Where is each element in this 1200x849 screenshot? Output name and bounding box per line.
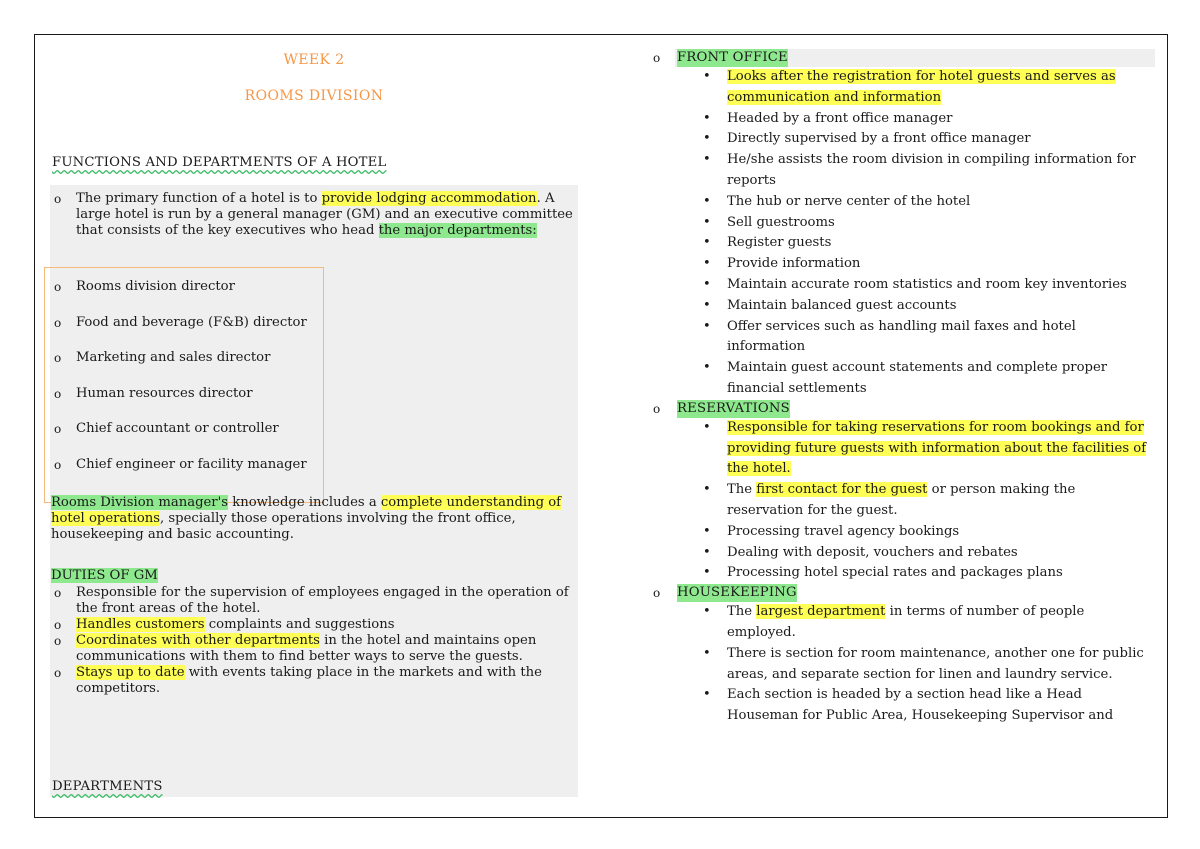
list-item: • He/she assists the room division in compiling information for reports xyxy=(703,150,1153,192)
list-item: • Each section is headed by a section head like a Head Houseman for Public Area, Housekeeping Supervisor and xyxy=(703,685,1153,727)
circle-bullet-icon: o xyxy=(653,401,661,416)
highlight-yellow: complete understanding of hotel operations xyxy=(51,495,562,526)
bullet-dot-icon: • xyxy=(703,69,711,84)
list-item: o Handles customers complaints and suggestions xyxy=(54,617,395,632)
bullet-dot-icon: • xyxy=(703,131,711,147)
list-item: o Stays up to date with events taking place in the markets and with the competitors. xyxy=(54,665,542,696)
section-title: ROOMS DIVISION xyxy=(244,88,384,104)
list-item: o Human resources director xyxy=(54,386,324,422)
bullet-dot-icon: • xyxy=(703,214,711,230)
list-item: • The largest department in terms of number of people employed. xyxy=(703,602,1153,644)
list-item: • Sell guestrooms xyxy=(703,213,1153,234)
list-item: • Processing hotel special rates and packages plans xyxy=(703,563,1153,584)
rooms-division-paragraph: Rooms Division manager's knowledge includes a complete understanding of hotel operations, specially those operations involving the front office, housekeeping and basic accounting. xyxy=(51,495,562,542)
bullet-dot-icon: • xyxy=(703,110,711,126)
list-item: • Responsible for taking reservations for room bookings and for providing future guests with information about the facilities of the hotel. xyxy=(703,418,1153,480)
list-item: • Dealing with deposit, vouchers and rebates xyxy=(703,543,1153,564)
list-item: • Directly supervised by a front office manager xyxy=(703,129,1153,150)
title-block xyxy=(50,49,578,107)
list-item: • There is section for room maintenance, another one for public areas, and separate section for linen and laundry service. xyxy=(703,644,1153,686)
circle-bullet-icon: o xyxy=(653,51,661,65)
reservations-list xyxy=(703,418,1153,584)
bullet-dot-icon: • xyxy=(703,276,711,292)
circle-bullet-icon: o xyxy=(54,280,62,294)
circle-bullet-icon: o xyxy=(54,618,62,632)
bullet-dot-icon: • xyxy=(703,360,711,376)
bullet-dot-icon: • xyxy=(703,645,711,661)
duties-heading: DUTIES OF GM xyxy=(51,568,158,583)
bullet-dot-icon: • xyxy=(703,235,711,251)
list-item: • Provide information xyxy=(703,254,1153,275)
circle-bullet-icon: o xyxy=(54,634,62,648)
list-item: • Register guests xyxy=(703,233,1153,254)
list-item: o Responsible for the supervision of employees engaged in the operation of the front areas of the hotel. xyxy=(54,585,569,616)
circle-bullet-icon: o xyxy=(653,586,661,601)
circle-bullet-icon: o xyxy=(54,586,62,600)
list-item: • The first contact for the guest or person making the reservation for the guest. xyxy=(703,480,1153,522)
circle-bullet-icon: o xyxy=(54,422,62,437)
circle-bullet-icon: o xyxy=(54,315,62,330)
departments-heading: DEPARTMENTS xyxy=(52,779,163,794)
list-item: • Looks after the registration for hotel guests and serves as communication and information xyxy=(703,67,1153,109)
list-item: o Food and beverage (F&B) director xyxy=(54,315,324,351)
document-page xyxy=(34,34,1168,818)
list-item: o Coordinates with other departments in the hotel and maintains open communications with them to find better ways to serve the guests. xyxy=(54,633,537,664)
circle-bullet-icon: o xyxy=(54,192,62,206)
intro-text: The primary function of a hotel is to provide lodging accommodation. A large hotel is run by a general manager (GM) and an executive committee that consists of the key executives who head the major departments: xyxy=(76,191,573,238)
functions-heading: FUNCTIONS AND DEPARTMENTS OF A HOTEL xyxy=(52,155,387,170)
list-item: • Maintain accurate room statistics and room key inventories xyxy=(703,275,1153,296)
housekeeping-heading: o HOUSEKEEPING xyxy=(653,585,797,601)
list-item: • Headed by a front office manager xyxy=(703,109,1153,130)
list-item: • Offer services such as handling mail faxes and hotel information xyxy=(703,317,1153,359)
bullet-dot-icon: • xyxy=(703,604,711,620)
highlight-green: the major departments: xyxy=(378,223,537,238)
bullet-dot-icon: • xyxy=(703,565,711,581)
directors-list xyxy=(54,279,324,493)
list-item: o Rooms division director xyxy=(54,279,324,315)
bullet-dot-icon: • xyxy=(703,523,711,539)
week-title: WEEK 2 xyxy=(283,52,345,68)
list-item: • Processing travel agency bookings xyxy=(703,522,1153,543)
left-column xyxy=(50,49,578,797)
bullet-dot-icon: • xyxy=(703,544,711,560)
bullet-dot-icon: • xyxy=(703,256,711,272)
list-item: • Maintain guest account statements and complete proper financial settlements xyxy=(703,358,1153,400)
front-office-list xyxy=(703,67,1153,400)
circle-bullet-icon: o xyxy=(54,351,62,366)
highlight-green: Rooms Division manager's xyxy=(51,495,229,510)
front-office-heading: o FRONT OFFICE xyxy=(653,49,1153,67)
duties-list xyxy=(54,585,570,697)
circle-bullet-icon: o xyxy=(54,457,62,472)
bullet-dot-icon: • xyxy=(703,297,711,313)
bullet-dot-icon: • xyxy=(703,419,711,435)
bullet-dot-icon: • xyxy=(703,193,711,209)
bullet-dot-icon: • xyxy=(703,318,711,334)
intro-bullet xyxy=(54,191,574,239)
circle-bullet-icon: o xyxy=(54,386,62,401)
list-item: • The hub or nerve center of the hotel xyxy=(703,192,1153,213)
highlight-yellow: provide lodging accommodation xyxy=(321,191,537,206)
list-item: o Chief engineer or facility manager xyxy=(54,457,324,493)
housekeeping-list xyxy=(703,602,1153,727)
list-item: o Marketing and sales director xyxy=(54,350,324,386)
bullet-dot-icon: • xyxy=(703,482,711,498)
bullet-dot-icon: • xyxy=(703,152,711,168)
bullet-dot-icon: • xyxy=(703,687,711,703)
right-column xyxy=(653,49,1153,789)
circle-bullet-icon: o xyxy=(54,666,62,680)
reservations-heading: o RESERVATIONS xyxy=(653,400,790,416)
list-item: • Maintain balanced guest accounts xyxy=(703,296,1153,317)
list-item: o Chief accountant or controller xyxy=(54,421,324,457)
